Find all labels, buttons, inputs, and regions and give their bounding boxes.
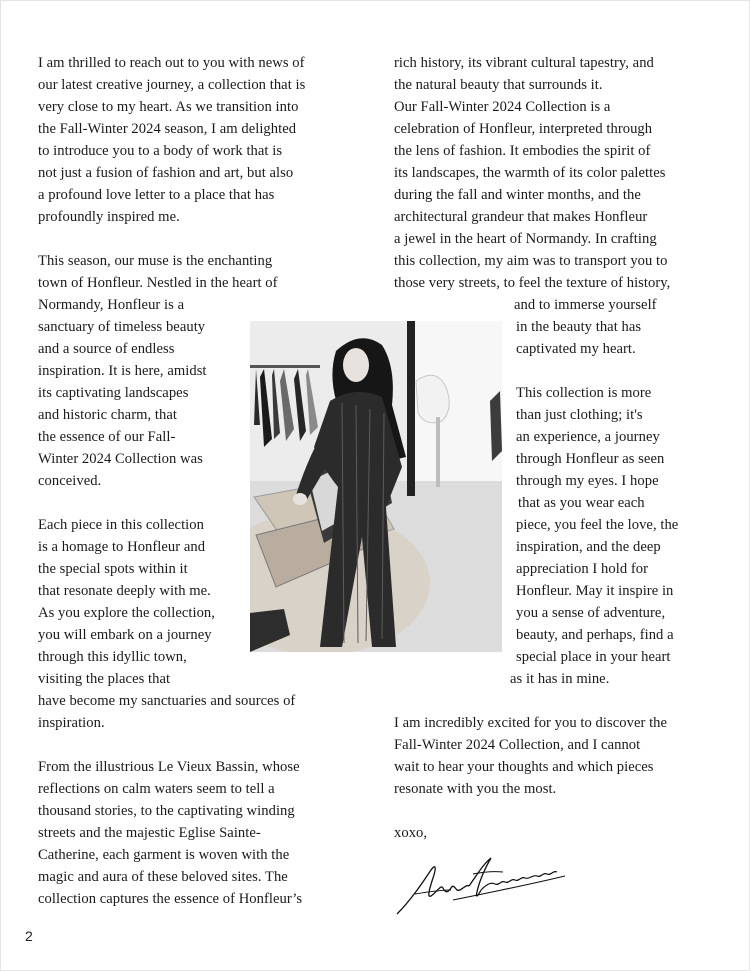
- text-line: collection captures the essence of Honfleur’s: [38, 891, 303, 907]
- text-line: very close to my heart. As we transition into: [38, 99, 299, 115]
- text-line: town of Honfleur. Nestled in the heart of: [38, 275, 278, 291]
- text-line: conceived.: [38, 473, 102, 489]
- text-line: Honfleur. May it inspire in: [516, 583, 674, 599]
- text-line: this collection, my aim was to transport you to: [394, 253, 668, 269]
- text-line: you will embark on a journey: [38, 627, 212, 643]
- page-number: 2: [25, 928, 33, 944]
- text-line: the Fall-Winter 2024 season, I am delighted: [38, 121, 297, 137]
- text-line: Normandy, Honfleur is a: [38, 297, 185, 313]
- closing-xoxo: xoxo,: [394, 825, 428, 841]
- text-line: to introduce you to a body of work that is: [38, 143, 283, 159]
- text-line: sanctuary of timeless beauty: [38, 319, 206, 335]
- text-line: through this idyllic town,: [38, 649, 187, 665]
- text-line: inspiration. It is here, amidst: [38, 363, 207, 379]
- text-line: celebration of Honfleur, interpreted through: [394, 121, 653, 137]
- text-line: Catherine, each garment is woven with the: [38, 847, 290, 863]
- text-line: Each piece in this collection: [38, 517, 204, 533]
- text-line: the natural beauty that surrounds it.: [394, 77, 603, 93]
- text-line: thousand stories, to the captivating winding: [38, 803, 295, 819]
- text-line: through my eyes. I hope: [516, 473, 659, 489]
- text-line: captivated my heart.: [516, 341, 636, 357]
- text-line: beauty, and perhaps, find a: [516, 627, 674, 643]
- text-line: the special spots within it: [38, 561, 188, 577]
- text-line: Fall-Winter 2024 Collection, and I cannot: [394, 737, 641, 753]
- text-line: as it has in mine.: [510, 671, 610, 687]
- text-line: visiting the places that: [38, 671, 171, 687]
- text-line: wait to hear your thoughts and which pieces: [394, 759, 654, 775]
- text-line: its landscapes, the warmth of its color palettes: [394, 165, 666, 181]
- text-line: This season, our muse is the enchanting: [38, 253, 273, 269]
- text-line: its captivating landscapes: [38, 385, 189, 401]
- text-line: in the beauty that has: [516, 319, 642, 335]
- text-line: This collection is more: [516, 385, 652, 401]
- model-photo: [250, 321, 502, 652]
- text-line: I am incredibly excited for you to discover the: [394, 715, 668, 731]
- text-line: that resonate deeply with me.: [38, 583, 211, 599]
- text-line: through Honfleur as seen: [516, 451, 665, 467]
- text-line: Winter 2024 Collection was: [38, 451, 203, 467]
- text-line: appreciation I hold for: [516, 561, 649, 577]
- text-line: the lens of fashion. It embodies the spirit of: [394, 143, 651, 159]
- text-line: that as you wear each: [518, 495, 645, 511]
- text-line: From the illustrious Le Vieux Bassin, whose: [38, 759, 300, 775]
- text-line: have become my sanctuaries and sources of: [38, 693, 296, 709]
- text-line: our latest creative journey, a collection that is: [38, 77, 306, 93]
- text-line: I am thrilled to reach out to you with news of: [38, 55, 305, 71]
- text-line: profoundly inspired me.: [38, 209, 180, 225]
- text-line: streets and the majestic Eglise Sainte-: [38, 825, 261, 841]
- text-line: than just clothing; it's: [516, 407, 643, 423]
- text-line: not just a fusion of fashion and art, but also: [38, 165, 294, 181]
- text-line: resonate with you the most.: [394, 781, 557, 797]
- text-line: and historic charm, that: [38, 407, 177, 423]
- text-line: architectural grandeur that makes Honfleur: [394, 209, 648, 225]
- text-line: As you explore the collection,: [38, 605, 215, 621]
- text-line: special place in your heart: [516, 649, 671, 665]
- text-line: piece, you feel the love, the: [516, 517, 679, 533]
- text-line: and a source of endless: [38, 341, 175, 357]
- text-line: the essence of our Fall-: [38, 429, 176, 445]
- text-line: an experience, a journey: [516, 429, 660, 445]
- text-line: reflections on calm waters seem to tell a: [38, 781, 275, 797]
- text-line: rich history, its vibrant cultural tapestry, and: [394, 55, 654, 71]
- text-line: and to immerse yourself: [514, 297, 657, 313]
- signature: [393, 854, 569, 920]
- text-line: a jewel in the heart of Normandy. In crafting: [394, 231, 657, 247]
- text-line: those very streets, to feel the texture of history,: [394, 275, 671, 291]
- text-line: you a sense of adventure,: [516, 605, 666, 621]
- text-line: Our Fall-Winter 2024 Collection is a: [394, 99, 611, 115]
- text-line: during the fall and winter months, and the: [394, 187, 641, 203]
- text-line: a profound love letter to a place that has: [38, 187, 275, 203]
- text-line: is a homage to Honfleur and: [38, 539, 206, 555]
- text-line: inspiration.: [38, 715, 105, 731]
- text-line: magic and aura of these beloved sites. The: [38, 869, 288, 885]
- text-line: inspiration, and the deep: [516, 539, 661, 555]
